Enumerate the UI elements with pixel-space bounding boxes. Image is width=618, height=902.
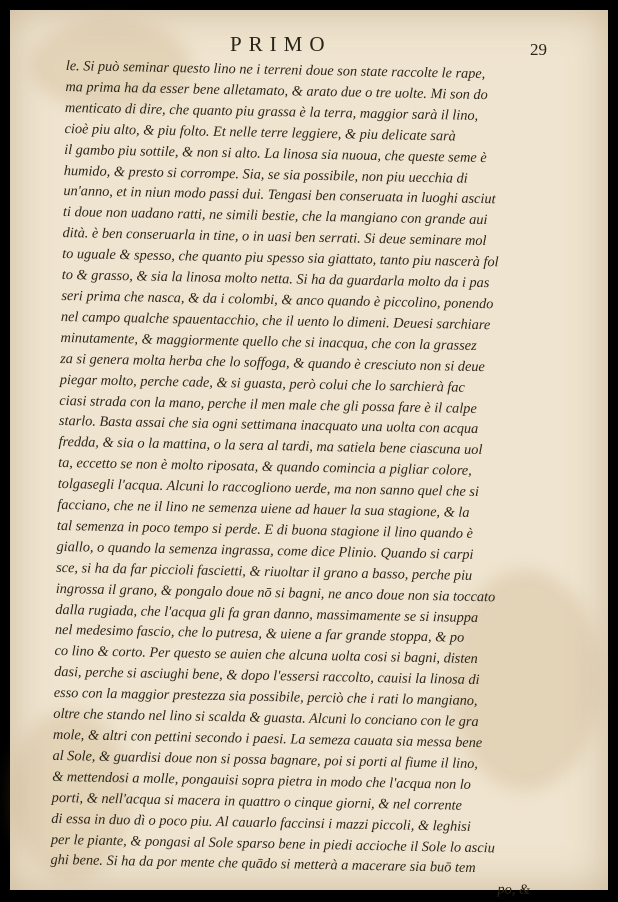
text-line: piegar molto, perche cade, & si guasta, però colui che lo sarchierà fac [59,371,466,396]
catchword: po, & [497,881,531,899]
text-line: le. Si può seminar questo lino ne i terreni doue son state raccolte le rape, [65,57,486,83]
text-line: tolgasegli l'acqua. Alcuni lo raccogliono uerde, ma non sanno quel che si [57,476,480,501]
text-line: esso con la maggior prestezza sia possibile, perciò che i rati lo mangiano, [53,685,478,710]
text-line: dità. è ben conseruarla in tine, o in uasi ben serrati. Si deue seminare mol [62,225,487,250]
text-line: za si genera molta herba che lo soffoga, & quando è cresciuto non si deue [60,350,486,375]
text-line: di essa in duo dì o poco piu. Al cauarlo faccinsi i mazzi piccoli, & leghisi [51,810,471,835]
text-line: minutamente, & maggiormente quello che si inacqua, che con la grassez [60,329,477,354]
text-line: per le piante, & pongasi al Sole sparso bene in piedi accioche il Sole lo asciu [50,831,495,856]
text-line: menticato di dire, che quanto piu grassa è la terra, maggior sarà il lino, [64,99,479,124]
running-head: PRIMO [230,32,332,56]
text-line: tal semenza in poco tempo si perde. E di buona stagione il lino quando è [56,517,474,542]
text-line: humido, & presto si corrompe. Sia, se sia possibile, non piu uecchia di [63,162,468,187]
text-line: il gambo piu sottile, & non si alto. La linosa sia nuoua, che queste seme è [64,141,487,166]
text-line: sce, si ha da far piccioli fascietti, & riuoltar il grano a basso, perche piu [56,559,473,584]
text-line: ghi bene. Si ha da por mente che quādo si metterà a macerare sia buō tem [50,852,476,877]
text-line: ma prima ha da esser bene alletamato, & arato due o tre uolte. Mi son do [65,78,488,104]
body-text [50,56,586,902]
text-line: starlo. Basta assai che sia ogni settimana inacquato una uolta con acqua [58,413,479,438]
text-line: ti doue non uadano ratti, ne simili bestie, che la mangiano con grande aui [62,204,488,229]
text-line: mole, & altri con pettini secondo i paesi. La semeza cauata sia messa bene [52,726,483,752]
text-line: dalla rugiada, che l'acqua gli fa gran danno, massimamente se si insuppa [55,601,479,626]
text-line: dasi, perche si asciughi bene, & dopo l'essersi raccolto, cauisi la linosa di [54,664,480,689]
text-line: to & grasso, & sia la linosa molto netta. Si ha da guardarla molto da i pas [61,267,490,292]
page-number: 29 [530,40,547,59]
text-line: fredda, & sia o la mattina, o la sera al tardi, ma satiela bene ciascuna uol [58,434,483,459]
text-line: & mettendosi a molle, pongauisi sopra pietra in modo che l'acqua non lo [52,768,472,793]
text-line: seri prima che nasca, & da i colombi, & anco quando è piccolino, ponendo [61,287,494,313]
text-line: facciano, che ne il lino ne semenza uiene ad hauer la sua stagione, & la [57,496,470,521]
page-header [10,32,608,58]
text-line: un'anno, et in niun modo passi dui. Tengasi ben conseruata in luoghi asciut [63,183,496,208]
text-line: oltre che stando nel lino si scalda & guasta. Alcuni lo conciano con le gra [53,705,479,731]
text-line: nel campo qualche spauentacchio, che il uento lo dimeni. Deuesi sarchiare [60,308,491,334]
text-line: ingrossa il grano, & pongalo doue nō si bagni, ne anco doue non sia toccato [55,580,496,605]
text-line: co lino & corto. Per questo se auien che alcuna uolta cosi si bagni, disten [54,643,478,668]
text-line: porti, & nell'acqua si macera in quattro o cinque giorni, & nel corrente [51,789,463,814]
text-line: ta, eccetto se non è molto riposata, & quando comincia a pigliar colore, [58,455,472,480]
text-line: ciasi strada con la mano, perche il men male che gli possa fare è il calpe [59,392,477,417]
text-line: al Sole, & guardisi doue non si possa bagnare, poi si porti al fiume il lino, [52,747,479,772]
text-line: giallo, o quando la semenza ingrassa, come dice Plinio. Quando si carpi [56,538,474,563]
book-page [10,10,608,899]
text-line: to uguale & spesso, che quanto piu spesso sia giattato, tanto piu nascerà fol [62,246,499,271]
text-line: cioè piu alto, & piu folto. Et nelle terre leggiere, & piu delicate sarà [64,120,456,145]
text-line: nel medesimo fascio, che lo putresa, & uiene a far grande stoppa, & po [54,622,465,647]
